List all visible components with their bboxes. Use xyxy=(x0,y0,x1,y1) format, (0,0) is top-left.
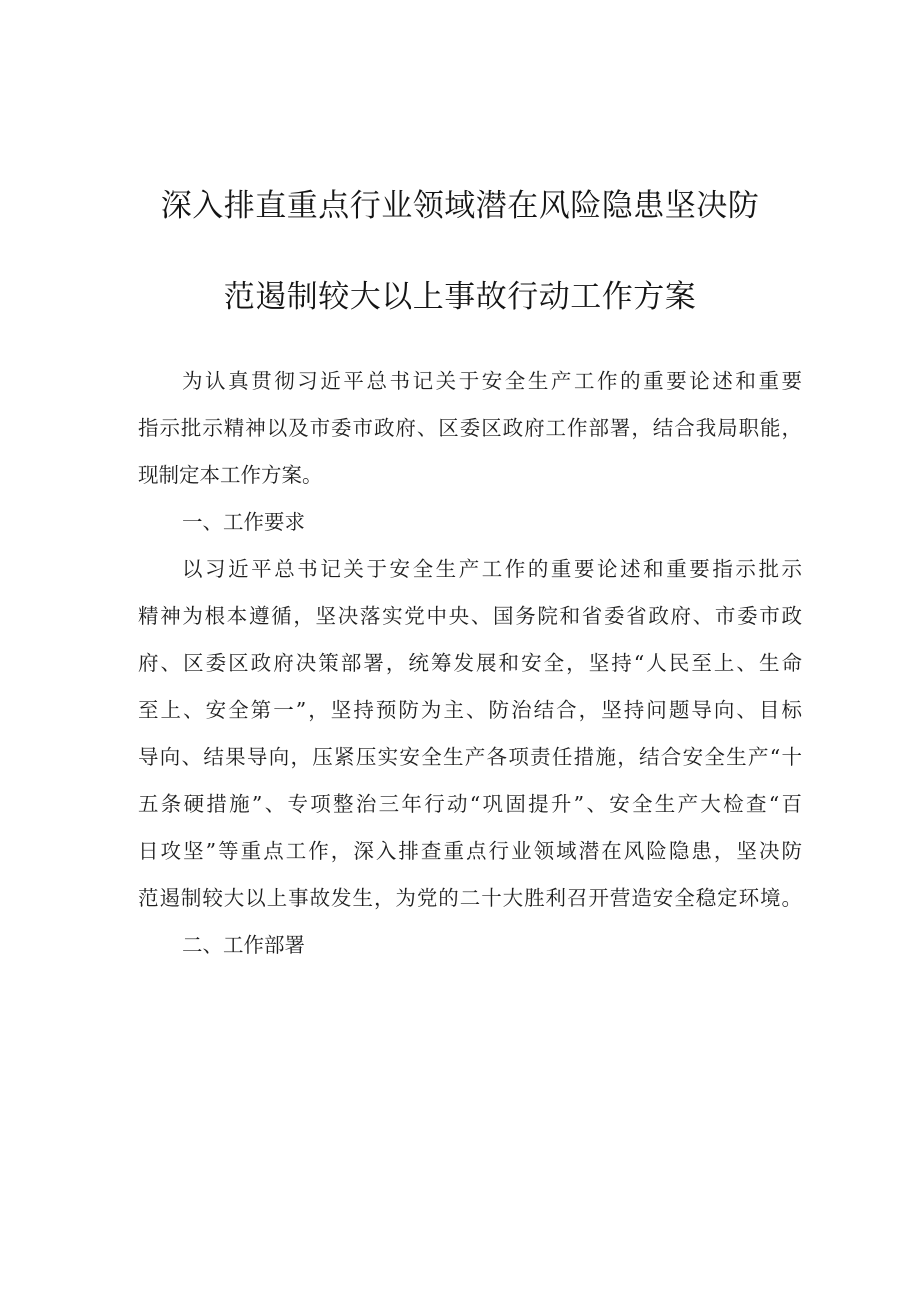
paragraph-2-line-1: 以习近平总书记关于安全生产工作的重要论述和重要指示批示 xyxy=(182,557,802,581)
document-title-line-1: 深入排直重点行业领域潜在风险隐患坚决防 xyxy=(160,188,760,224)
paragraph-2-line-3: 府、区委区政府决策部署，统筹发展和安全，坚持“人民至上、生命 xyxy=(138,651,802,675)
paragraph-2-line-7: 日攻坚”等重点工作，深入排查重点行业领域潜在风险隐患，坚决防 xyxy=(138,839,802,863)
paragraph-1-line-2: 指示批示精神以及市委市政府、区委区政府工作部署，结合我局职能， xyxy=(138,416,802,440)
paragraph-1-line-1: 为认真贯彻习近平总书记关于安全生产工作的重要论述和重要 xyxy=(182,369,802,393)
paragraph-2-line-4: 至上、安全第一”，坚持预防为主、防治结合，坚持问题导向、目标 xyxy=(138,698,802,722)
section-heading-1: 一、工作要求 xyxy=(182,510,305,534)
paragraph-2-line-2: 精神为根本遵循，坚决落实党中央、国务院和省委省政府、市委市政 xyxy=(138,604,802,628)
paragraph-2-line-6: 五条硬措施”、专项整治三年行动“巩固提升”、安全生产大检查“百 xyxy=(138,792,802,816)
paragraph-1-line-3: 现制定本工作方案。 xyxy=(138,463,323,487)
section-heading-2: 二、工作部署 xyxy=(182,933,305,957)
paragraph-2-line-5: 导向、结果导向，压紧压实安全生产各项责任措施，结合安全生产“十 xyxy=(138,745,802,769)
paragraph-2-line-8: 范遏制较大以上事故发生，为党的二十大胜利召开营造安全稳定环境。 xyxy=(138,886,802,910)
document-title-line-2: 范遏制较大以上事故行动工作方案 xyxy=(223,279,697,315)
